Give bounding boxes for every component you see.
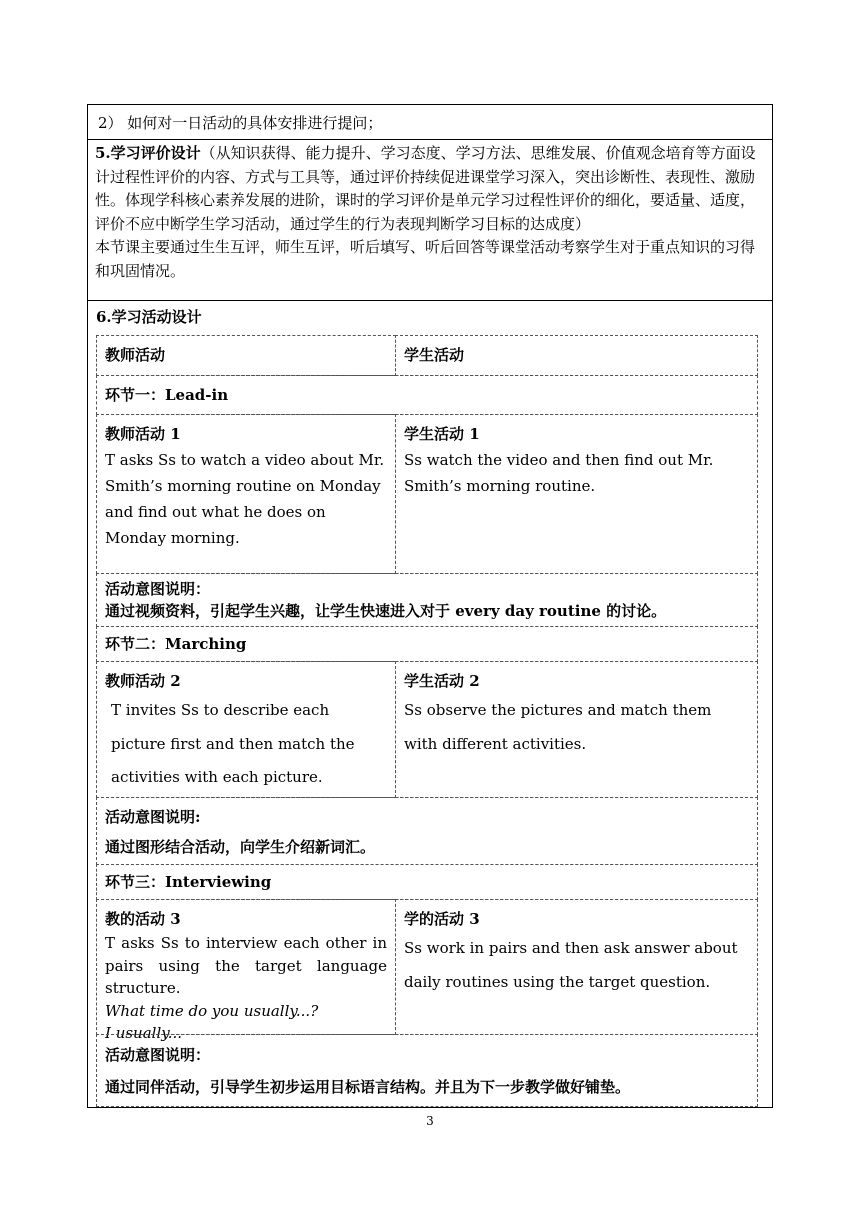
teacher-activity-cell (96, 661, 396, 798)
student-activity-text: Ss work in pairs and then ask answer about daily routines using the target question. (404, 939, 738, 991)
teacher-activity-cell (96, 899, 396, 1042)
target-question: What time do you usually...? (105, 1001, 319, 1020)
assessment-body: 本节课主要通过生生互评，师生互评，听后填写、听后回答等课堂活动考察学生对于重点知识的习得和巩固情况。 (95, 238, 756, 280)
question-text: 2） 如何对一日活动的具体安排进行提问； (98, 114, 383, 132)
student-activity-cell (395, 661, 758, 798)
intent-text: 通过图形结合活动，向学生介绍新词汇。 (105, 838, 376, 856)
question-row (87, 104, 773, 140)
student-activity-cell (395, 414, 758, 574)
student-activity-title: 学生活动 2 (404, 672, 480, 690)
teacher-activity-cell (96, 414, 396, 574)
assessment-title: 5.学习评价设计 (95, 144, 201, 162)
student-activity-title: 学的活动 3 (404, 910, 480, 928)
teacher-activity-text: T invites Ss to describe each picture first and then match the activities with each picture. (111, 701, 355, 786)
student-activity-title: 学生活动 1 (404, 425, 480, 443)
intent-text: 通过同伴活动，引导学生初步运用目标语言结构。并且为下一步教学做好铺垫。 (105, 1078, 631, 1096)
teacher-activity-text: T asks Ss to interview each other in pairs using the target language structure. (105, 934, 387, 997)
stage-heading: 环节一：Lead-in (96, 375, 758, 415)
student-activity-text: Ss observe the pictures and match them with different activities. (404, 701, 712, 753)
stage-heading: 环节二：Marching (96, 626, 758, 662)
intent-cell (96, 1034, 758, 1107)
target-answer: I usually... (105, 1024, 183, 1042)
teacher-activity-text: T asks Ss to watch a video about Mr. Smith’s morning routine on Monday and find out what he does on Monday morning. (105, 451, 385, 547)
intent-text: 通过视频资料，引起学生兴趣，让学生快速进入对于 every day routine 的讨论。 (105, 602, 667, 620)
teacher-activity-title: 教师活动 2 (105, 672, 181, 690)
teacher-column-header: 教师活动 (96, 335, 396, 376)
activity-design-title: 6.学习活动设计 (96, 308, 202, 326)
intent-label: 活动意图说明： (105, 580, 211, 598)
teacher-activity-title: 教的活动 3 (105, 910, 181, 928)
intent-cell (96, 573, 758, 627)
assessment-desc: （从知识获得、能力提升、学习态度、学习方法、思维发展、价值观念培育等方面设计过程性评价的内容、方式与工具等，通过评价持续促进课堂学习深入，突出诊断性、表现性、激励性。体现学科核心素养发展的进阶，课时的学习评价是单元学习过程性评价的细化，要适量、适度，评价不应中断学生学习活动，通过学生的行为表现判断学习目标的达成度） (95, 144, 756, 233)
intent-label: 活动意图说明： (105, 1046, 211, 1064)
intent-cell (96, 797, 758, 865)
student-activity-cell (395, 899, 758, 1035)
assessment-design-row (87, 139, 773, 301)
student-activity-text: Ss watch the video and then find out Mr. Smith’s morning routine. (404, 451, 714, 495)
page-number: 3 (426, 1114, 434, 1128)
intent-label: 活动意图说明: (105, 808, 201, 826)
teacher-activity-title: 教师活动 1 (105, 425, 181, 443)
stage-heading: 环节三：Interviewing (96, 864, 758, 900)
student-column-header: 学生活动 (395, 335, 758, 376)
